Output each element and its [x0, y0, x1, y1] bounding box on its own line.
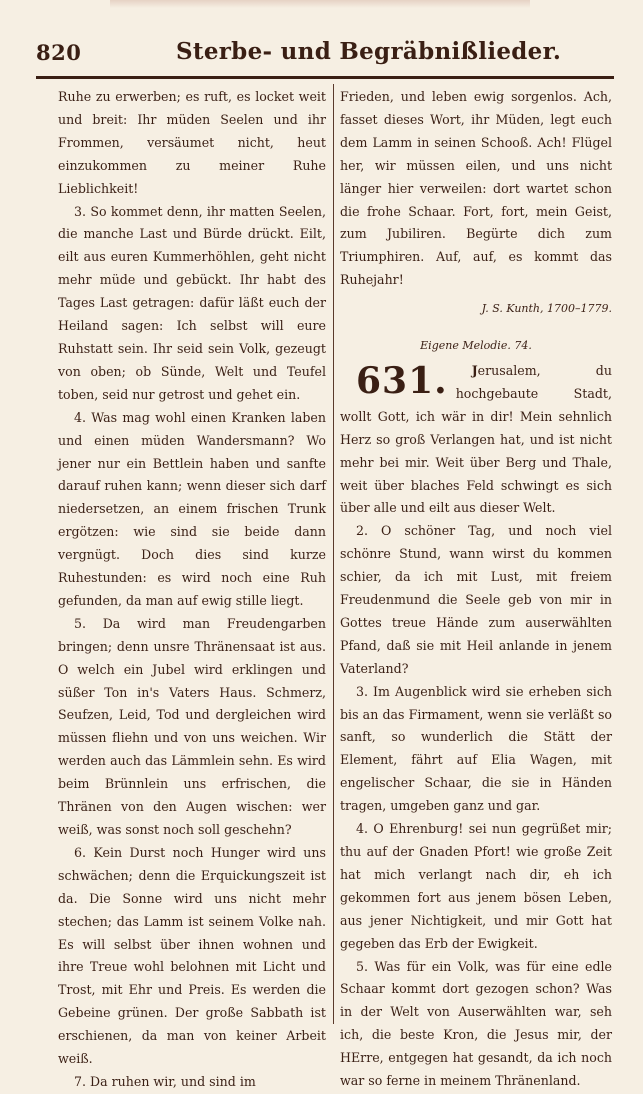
page-header — [36, 38, 611, 72]
column-divider — [333, 84, 334, 1024]
hymn-first-text: erusalem, du hochgebaute Stadt, wollt Gott, ich wär in dir! Mein sehnlich Herz so groß Verlangen hat, und ist nicht mehr bei mir. Weit über Berg und Thale, weit über blaches Feld schwingt es sich über alle und eilt aus dieser Welt. — [340, 362, 612, 516]
left-column — [58, 86, 326, 1094]
running-title: Sterbe- und Begräbnißlieder. — [176, 38, 562, 65]
paragraph: 4. O Ehrenburg! sei nun gegrüßet mir; thu auf der Gnaden Pfort! wie große Zeit hat mich verlangt nach dir, eh ich gekommen fort aus jenem bösen Leben, aus jener Nichtigkeit, und mir Gott hat gegeben das Erb der Ewigkeit. — [340, 821, 612, 951]
header-rule — [36, 76, 614, 79]
hymn-number: 631. — [356, 359, 448, 402]
paragraph: 7. Da ruhen wir, und sind im — [74, 1073, 256, 1089]
bleed-through — [110, 0, 530, 8]
right-column — [340, 86, 612, 1093]
paragraph: 4. Was mag wohl einen Kranken laben und einen müden Wandersmann? Wo jener nur ein Bettlein haben und sanfte darauf ruhen kann; wenn dieser sich darf niedersetzen, an einem frischen Trunk ergötzen: wie sind sie beide dann vergnügt. Doch dies sind kurze Ruhestunden: es wird noch eine Ruh gefunden, da man auf ewig stille liegt. — [58, 409, 326, 608]
paragraph: Frieden, und leben ewig sorgenlos. Ach, fasset dieses Wort, ihr Müden, legt euch dem Lamm in seinen Schooß. Ach! Flügel her, wir müssen eilen, und uns nicht länger hier verweilen: dort wartet schon die frohe Schaar. Fort, fort, mein Geist, zum Jubiliren. Begürte dich zum Triumphiren. Auf, auf, es kommt das Ruhejahr! — [340, 89, 612, 288]
initial-letter: J — [471, 362, 478, 378]
paragraph: 3. Im Augenblick wird sie erheben sich bis an das Firmament, wenn sie verläßt so sanft, so wunderlich die Stätt der Element, fährt auf Elia Wagen, mit engelischer Schaar, die sie in Händen tragen, umgeben ganz und gar. — [340, 683, 612, 814]
hymn-author: J. S. Kunth, 1700–1779. — [481, 302, 612, 316]
paragraph: 2. O schöner Tag, und noch viel schönre Stund, wann wirst du kommen schier, da ich mit Lust, mit freiem Freudenmund die Seele geb von mir in Gottes treue Hände zum auserwählten Pfand, daß sie mit Heil anlande in jenem Vaterland? — [340, 523, 612, 676]
paragraph: 5. Da wird man Freudengarben bringen; denn unsre Thränensaat ist aus. O welch ein Jubel wird erklingen und süßer Ton in's Vaters Haus. Schmerz, Seufzen, Leid, Tod und dergleichen wird müssen fliehn und von uns weichen. Wir werden auch das Lämmlein sehn. Es wird beim Brünnlein uns erfrischen, die Thränen von den Augen wischen: wer weiß, was sonst noch soll geschehn? — [58, 615, 326, 837]
paragraph: Ruhe zu erwerben; es ruft, es locket weit und breit: Ihr müden Seelen und ihr Frommen, versäumet nicht, heut einzukommen zu meiner Ruhe Lieblichkeit! — [58, 89, 326, 196]
paragraph: 3. So kommet denn, ihr matten Seelen, die manche Last und Bürde drückt. Eilt, eilt aus euren Kummerhöhlen, geht nicht mehr müde und gebückt. Ihr habt des Tages Last getragen: dafür läßt euch der Heiland sagen: Ich selbst will eure Ruhstatt sein. Ihr seid sein Volk, gezeugt von oben; ob Sünde, Welt und Teufel toben, seid nur getrost und gehet ein. — [58, 203, 326, 402]
paragraph: 6. Kein Durst noch Hunger wird uns schwächen; denn die Erquickungszeit ist da. Die Sonne wird uns nicht mehr stechen; das Lamm ist seinem Volke nah. Es will selbst über ihnen wohnen und ihre Treue wohl belohnen mit Licht und Trost, mit Ehr und Preis. Es werden die Gebeine grünen. Der große Sabbath ist erschienen, da man von keiner Arbeit weiß. — [58, 844, 326, 1067]
paragraph: 5. Was für ein Volk, was für eine edle Schaar kommt dort gezogen schon? Was in der Welt von Auserwählten war, seh ich, die beste Kron, die Jesus mir, der HErre, entgegen hat gesandt, da ich noch war so ferne in meinem Thränenland. — [340, 958, 612, 1089]
hymn-first-verse — [340, 360, 612, 520]
page-number: 820 — [36, 40, 82, 65]
melody-line: Eigene Melodie. 74. — [420, 339, 532, 353]
